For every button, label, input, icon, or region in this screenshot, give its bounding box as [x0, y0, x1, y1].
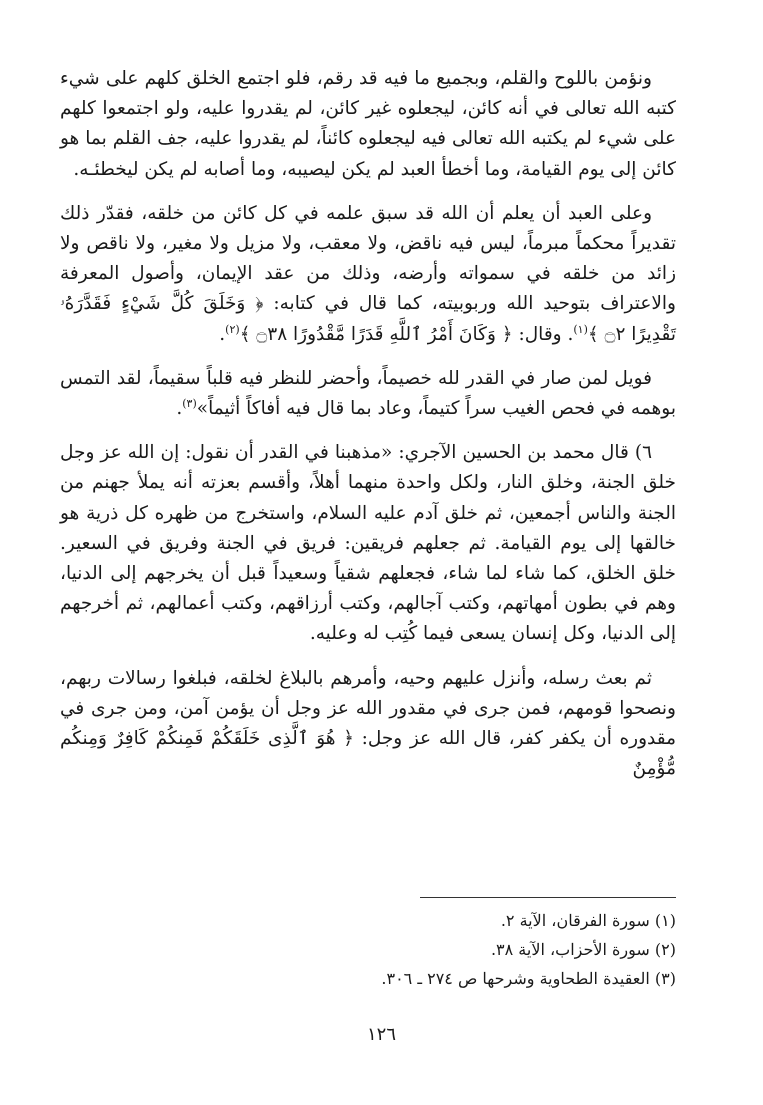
paragraph-text: فويل لمن صار في القدر لله خصيماً، وأحضر للنظر فيه قلباً سقيماً، لقد التمس بوهمه في فحص الغيب سراً كتيماً، وعاد بما قال فيه أفاكاً أثيماً»: [60, 367, 676, 420]
footnote-item: (٢) سورة الأحزاب، الآية ٣٨.: [490, 940, 676, 959]
page-number: ١٢٦: [366, 1024, 396, 1045]
footnote-separator: [420, 897, 676, 898]
quran-verse: ﴿ هُوَ ٱلَّذِى خَلَقَكُمْ فَمِنكُمْ كَافِرٌ وَمِنكُم مُّؤْمِنٌ: [60, 728, 676, 780]
paragraph-text: . وقال:: [512, 323, 574, 345]
footnote-marker: (٣): [182, 396, 197, 410]
paragraph-text: وعلى العبد أن يعلم أن الله قد سبق علمه في كل كائن من خلقه، فقدّر ذلك تقديراً محكماً مبرماً، ليس فيه ناقض، ولا معقب، ولا مزيل ولا مغير، ولا ناقص ولا زائد من خلقه في سمواته وأرضه، وذلك من عقد الإيمان، وأصول المعرفة والاعتراف بتوحيد الله وربوبيته، كما قال في كتابه:: [60, 202, 676, 315]
paragraph: [60, 364, 676, 424]
paragraph: [60, 64, 676, 185]
paragraph-text: .: [219, 323, 226, 345]
paragraph-text: ونؤمن باللوح والقلم، وبجميع ما فيه قد رقم، فلو اجتمع الخلق كلهم على شيء كتبه الله تعالى في أنه كائن، ليجعلوه غير كائن، لم يقدروا عليه، ولو اجتمعوا كلهم على شيء لم يكتبه الله تعالى فيه ليجعلوه كائناً، لم يقدروا عليه، جف القلم بما هو كائن إلى يوم القيامة، وما أخطأ العبد لم يكن ليصيبه، وما أصابه لم يكن ليخطئـه.: [60, 68, 676, 180]
quran-verse: ﴿ وَخَلَقَ كُلَّ شَيْءٍ فَقَدَّرَهُۥ تَقْدِيرًا ۝٢ ﴾: [60, 293, 676, 345]
paragraph-text: ٦) قال محمد بن الحسين الآجري: «مذهبنا في القدر أن نقول: إن الله عز وجل خلق الجنة، وخلق النار، ولكل واحدة منهما أهلاً، وأقسم بعزته أنه يملأ جهنم من الجنة والناس أجمعين، ثم خلق آدم عليه السلام، واستخرج من ظهره كل ذرية هو خالقها إلى يوم القيامة. ثم جعلهم فريقين: فريق في الجنة وفريق في السعير. خلق الخلق، كما شاء لما شاء، فجعلهم شقياً وسعيداً قبل أن يخرجهم إلى الدنيا، وهم في بطون أمهاتهم، وكتب آجالهم، وكتب أرزاقهم، وكتب أعمالهم، ثم أخرجهم إلى الدنيا، وكل إنسان يسعى فيما كُتِب له وعليه.: [60, 442, 676, 645]
paragraph: [60, 664, 676, 785]
paragraph-text: ثم بعث رسله، وأنزل عليهم وحيه، وأمرهم بالبلاغ لخلقه، فبلغوا رسالات ربهم، ونصحوا قومهم، فمن جرى في مقدور الله عز وجل أن يؤمن آمن، ومن جرى في مقدوره أن يكفر كفر، قال الله عز وجل:: [60, 667, 677, 750]
footnote-item: (١) سورة الفرقان، الآية ٢.: [500, 911, 676, 930]
footnote-item: (٣) العقيدة الطحاوية وشرحها ص ٢٧٤ ـ ٣٠٦.: [381, 969, 676, 988]
footnote-marker: (١): [573, 322, 588, 336]
main-text: [60, 64, 676, 798]
paragraph-text: .: [176, 398, 183, 420]
paragraph: [60, 199, 676, 350]
footnote-marker: (٢): [225, 322, 240, 336]
quran-verse: ﴿ وَكَانَ أَمْرُ ٱللَّهِ قَدَرًا مَّقْدُورًا ۝٣٨ ﴾: [239, 323, 513, 345]
footnotes: [200, 906, 676, 993]
paragraph: [60, 438, 676, 649]
